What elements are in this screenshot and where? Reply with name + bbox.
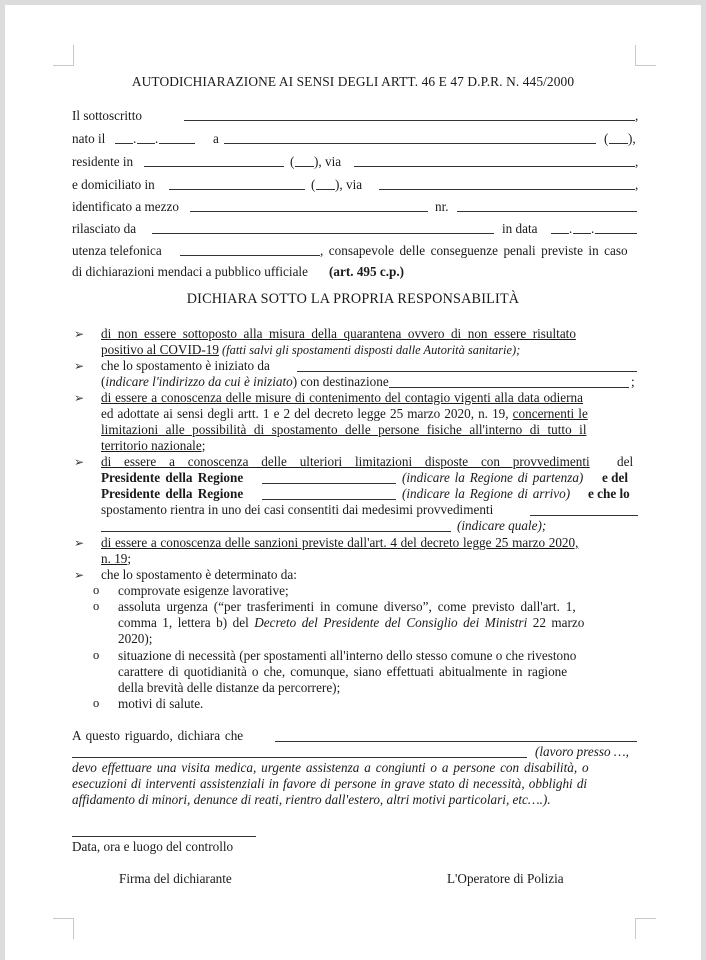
domicile-city-input[interactable]	[169, 176, 305, 190]
concernenti-text: concernenti le	[512, 406, 588, 421]
semicolon: ;	[201, 438, 206, 453]
declaration-3-line1: di essere a conoscenza delle misure di contenimento del contagio vigenti alla data odierna	[101, 390, 584, 405]
birth-province-input[interactable]	[609, 130, 628, 144]
identificato-label: identificato a mezzo	[72, 199, 179, 214]
utenza-label: utenza telefonica	[72, 243, 162, 258]
declaration-3-line3: limitazioni alle possibilità di spostamento delle persone fisiche all'interno di tutto il	[101, 422, 587, 437]
region-departure-input[interactable]	[262, 470, 396, 484]
in-data-label: in data	[502, 221, 538, 236]
declaration-5-line2	[101, 551, 131, 567]
residence-province-input[interactable]	[295, 153, 314, 167]
issue-year-input[interactable]	[595, 220, 637, 234]
birth-place-input[interactable]	[224, 130, 596, 144]
sottoscritto-label: Il sottoscritto	[72, 108, 142, 123]
domiciliato-label: e domiciliato in	[72, 177, 155, 192]
issue-month-input[interactable]	[573, 220, 591, 234]
crop-mark-bottom-left	[53, 918, 74, 939]
domicile-street-input[interactable]	[379, 176, 635, 190]
dpcm-text: Decreto del Presidente del Consiglio dei Ministri	[254, 615, 528, 630]
option-circle-icon[interactable]: o	[93, 583, 100, 597]
riguardo-input-1[interactable]	[275, 728, 637, 742]
declaration-3-line2	[101, 406, 588, 422]
n19-text: n. 19	[101, 551, 128, 566]
declaration-5-line1: di essere a conoscenza delle sanzioni previste dall'art. 4 del decreto legge 25 marzo 2020,	[101, 535, 579, 550]
declaration-1-line2	[101, 342, 520, 358]
presidente-regione-partenza-label: Presidente della Regione	[101, 470, 244, 485]
nato-label: nato il	[72, 131, 106, 146]
field-row-domiciliato	[72, 176, 637, 193]
semicolon: ;	[127, 551, 132, 566]
declaration-2-line2	[101, 374, 389, 390]
field-row-sottoscritto	[72, 107, 637, 124]
option-necessita-line3: della brevità delle distanze da percorrere);	[118, 680, 341, 695]
declaration-4-line1	[101, 454, 590, 470]
field-row-dichiarazioni	[72, 263, 637, 280]
date-text: 22 marzo	[532, 615, 585, 630]
document-title: AUTODICHIARAZIONE AI SENSI DEGLI ARTT. 46 E 47 D.P.R. N. 445/2000	[131, 74, 575, 89]
comma-lettera-text: comma 1, lettera b) del	[118, 615, 249, 630]
id-number-input[interactable]	[457, 198, 637, 212]
document-page	[5, 5, 701, 960]
option-lavorative: comprovate esigenze lavorative;	[118, 583, 289, 598]
bullet-arrow-icon: ➢	[74, 536, 85, 550]
birth-day-input[interactable]	[115, 130, 133, 144]
declaration-1-line1: di non essere sottoposto alla misura della quarantena ovvero di non essere risultato	[101, 326, 576, 341]
residence-city-input[interactable]	[144, 153, 284, 167]
dichiarazioni-text: di dichiarazioni mendaci a pubblico ufficiale	[72, 264, 308, 279]
case-input-1[interactable]	[530, 502, 638, 516]
presidente-regione-arrivo-label: Presidente della Regione	[101, 486, 244, 501]
crop-mark-bottom-right	[635, 918, 656, 939]
e-del-text: e del	[602, 470, 629, 485]
riguardo-input-2[interactable]	[72, 744, 527, 758]
data-ora-luogo-label: Data, ora e luogo del controllo	[72, 839, 234, 854]
field-row-nato: nato il . . a ( ),	[72, 131, 636, 146]
paren: ),	[628, 131, 636, 146]
issue-day-input[interactable]	[551, 220, 569, 234]
option-urgenza-line1: assoluta urgenza (“per trasferimenti in comune diverso”, come previsto dall'art. 1,	[118, 599, 576, 614]
via-label: ), via	[335, 177, 363, 192]
destinazione-label: ) con destinazione	[292, 374, 389, 389]
comma: ,	[635, 108, 639, 123]
operatore-polizia-label: L'Operatore di Polizia	[447, 871, 564, 886]
nato-a-label: a	[213, 131, 219, 146]
declaration-4-line4: spostamento rientra in uno dei casi consentiti dai medesimi provvedimenti	[101, 502, 494, 517]
field-row-rilasciato: rilasciato da in data . .	[72, 220, 637, 237]
option-circle-icon[interactable]: o	[93, 599, 100, 613]
riguardo-hint-1: (lavoro presso …,	[535, 744, 629, 759]
paren: (	[290, 154, 295, 169]
paren: (	[101, 374, 106, 389]
indirizzo-hint: indicare l'indirizzo da cui è iniziato	[105, 374, 293, 389]
start-address-input[interactable]	[297, 358, 637, 372]
id-document-input[interactable]	[190, 198, 428, 212]
del-text: del	[617, 454, 634, 469]
option-circle-icon[interactable]: o	[93, 696, 100, 710]
firma-dichiarante-label: Firma del dichiarante	[119, 871, 232, 886]
bullet-arrow-icon: ➢	[74, 568, 85, 582]
riguardo-hint-2: devo effettuare una visita medica, urgente assistenza a congiunti o a persone con disabilità, o	[72, 760, 589, 775]
field-row-utenza	[72, 242, 637, 259]
declaration-3-line4	[101, 438, 205, 454]
covid-text: positivo al COVID-19	[101, 342, 219, 357]
indicare-quale-hint: (indicare quale);	[457, 518, 547, 533]
art-ref: (art. 495 c.p.)	[329, 264, 405, 279]
bullet-arrow-icon: ➢	[74, 455, 85, 469]
birth-month-input[interactable]	[137, 130, 155, 144]
consapevole-text: , consapevole delle conseguenze penali previste in caso	[320, 243, 628, 258]
birth-year-input[interactable]	[159, 130, 195, 144]
comma: ,	[635, 154, 639, 169]
ulteriori-text: di essere a conoscenza delle ulteriori limitazioni disposte con provvedimenti	[101, 454, 590, 469]
section-subtitle: DICHIARA SOTTO LA PROPRIA RESPONSABILITÀ	[186, 291, 520, 307]
issued-by-input[interactable]	[152, 220, 494, 234]
domicile-province-input[interactable]	[316, 176, 335, 190]
field-row-identificato	[72, 198, 637, 215]
rilasciato-label: rilasciato da	[72, 221, 137, 236]
bullet-arrow-icon: ➢	[74, 391, 85, 405]
nr-label: nr.	[435, 199, 449, 214]
data-ora-luogo-input[interactable]	[72, 823, 256, 837]
bullet-arrow-icon: ➢	[74, 359, 85, 373]
paren: (	[604, 131, 609, 146]
residence-street-input[interactable]	[354, 153, 635, 167]
via-label: ), via	[314, 154, 342, 169]
field-row-residente	[72, 153, 637, 170]
regione-arrivo-hint: (indicare la Regione di arrivo)	[402, 486, 571, 501]
option-urgenza-line3: 2020);	[118, 631, 153, 646]
e-che-lo-text: e che lo	[588, 486, 630, 501]
crop-mark-top-left	[53, 45, 74, 66]
option-urgenza-line2	[118, 615, 584, 631]
fatti-salvi-note: (fatti salvi gli spostamenti disposti dalle Autorità sanitarie);	[218, 343, 521, 357]
comma: ,	[635, 177, 639, 192]
residente-label: residente in	[72, 154, 134, 169]
option-circle-icon[interactable]: o	[93, 648, 100, 662]
option-necessita-line2: carattere di quotidianità o che, comunque, siano effettuati abitualmente in ragione	[118, 664, 568, 679]
riguardo-hint-4: affidamento di minori, denunce di reati, rientro dall'estero, altri motivi particolari, etc….).	[72, 792, 551, 807]
option-necessita-line1: situazione di necessità (per spostamenti all'interno dello stesso comune o che rivestono	[118, 648, 577, 663]
riguardo-hint-3: esecuzioni di interventi assistenziali in favore di persone in grave stato di necessità, obblighi di	[72, 776, 588, 791]
territorio-text: territorio nazionale	[101, 438, 202, 453]
paren: (	[311, 177, 316, 192]
crop-mark-top-right	[635, 45, 656, 66]
bullet-arrow-icon: ➢	[74, 327, 85, 341]
decreto-text: ed adottate ai sensi degli artt. 1 e 2 del decreto legge 25 marzo 2020, n. 19,	[101, 406, 509, 421]
phone-input[interactable]	[180, 242, 320, 256]
semicolon: ;	[631, 374, 635, 389]
region-arrival-input[interactable]	[262, 486, 396, 500]
option-salute: motivi di salute.	[118, 696, 204, 711]
destination-input[interactable]	[389, 374, 629, 388]
declaration-6-line1: che lo spostamento è determinato da:	[101, 567, 297, 582]
regione-partenza-hint: (indicare la Regione di partenza)	[402, 470, 584, 485]
case-input-2[interactable]	[101, 518, 451, 532]
riguardo-label: A questo riguardo, dichiara che	[72, 728, 244, 743]
declaration-2-line1: che lo spostamento è iniziato da	[101, 358, 270, 373]
sottoscritto-input[interactable]	[184, 107, 635, 121]
